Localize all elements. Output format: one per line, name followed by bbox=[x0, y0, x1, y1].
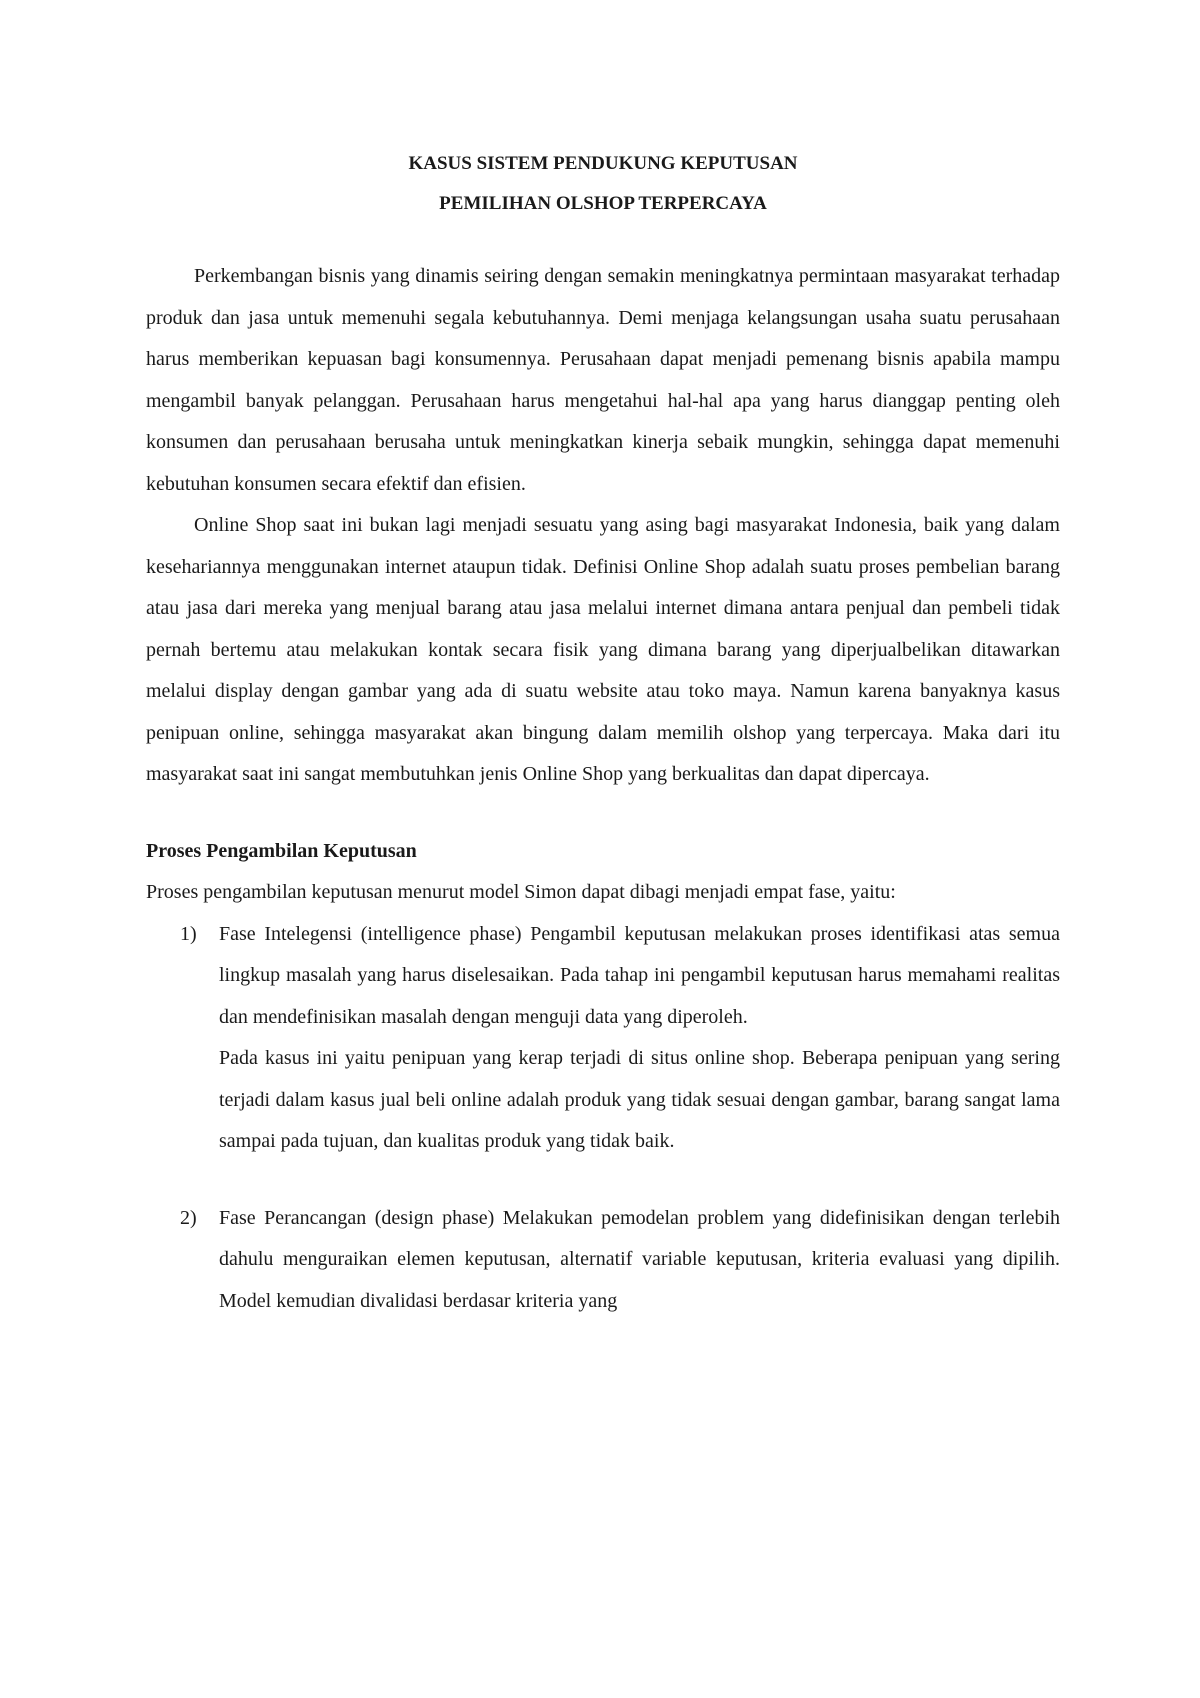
section-intro: Proses pengambilan keputusan menurut model Simon dapat dibagi menjadi empat fase, yaitu: bbox=[146, 881, 896, 903]
list-spacer bbox=[146, 1163, 1060, 1198]
title-spacer bbox=[146, 224, 1060, 256]
document-title-line-1: KASUS SISTEM PENDUKUNG KEPUTUSAN bbox=[408, 153, 798, 174]
list-item-text: Fase Intelegensi (intelligence phase) Pengambil keputusan melakukan proses identifikasi atas semua lingkup masalah yang harus diselesaikan. Pada tahap ini pengambil keputusan harus memahami realitas dan mendefinisikan masalah dengan menguji data yang diperoleh. bbox=[219, 922, 1060, 1028]
phase-list bbox=[146, 914, 1060, 1323]
list-item-number: 1) bbox=[180, 922, 197, 945]
document-body bbox=[146, 144, 1060, 1322]
list-item-text: Fase Perancangan (design phase) Melakukan pemodelan problem yang didefinisikan dengan terlebih dahulu menguraikan elemen keputusan, alternatif variable keputusan, kriteria evaluasi yang dipilih. Model kemudian divalidasi berdasar kriteria yang bbox=[219, 1206, 1060, 1312]
list-item-extra-text: Pada kasus ini yaitu penipuan yang kerap terjadi di situs online shop. Beberapa penipuan yang sering terjadi dalam kasus jual beli online adalah produk yang tidak sesuai dengan gambar, barang sangat lama sampai pada tujuan, dan kualitas produk yang tidak baik. bbox=[219, 1047, 1060, 1152]
section-heading: Proses Pengambilan Keputusan bbox=[146, 839, 417, 862]
list-item-number: 2) bbox=[180, 1206, 197, 1229]
document-title-line-2: PEMILIHAN OLSHOP TERPERCAYA bbox=[439, 193, 767, 214]
list-item bbox=[146, 914, 1060, 1163]
body-paragraph: Online Shop saat ini bukan lagi menjadi sesuatu yang asing bagi masyarakat Indonesia, baik yang dalam kesehariannya menggunakan internet ataupun tidak. Definisi Online Shop adalah suatu proses pembelian barang atau jasa dari mereka yang menjual barang atau jasa melalui internet dimana antara penjual dan pembeli tidak pernah bertemu atau melakukan kontak secara fisik yang dimana barang yang diperjualbelikan ditawarkan melalui display dengan gambar yang ada di suatu website atau toko maya. Namun karena banyaknya kasus penipuan online, sehingga masyarakat akan bingung dalam memilih olshop yang terpercaya. Maka dari itu masyarakat saat ini sangat membutuhkan jenis Online Shop yang berkualitas dan dapat dipercaya. bbox=[146, 514, 1060, 785]
section-spacer bbox=[146, 796, 1060, 831]
body-paragraph: Perkembangan bisnis yang dinamis seiring dengan semakin meningkatnya permintaan masyarakat terhadap produk dan jasa untuk memenuhi segala kebutuhannya. Demi menjaga kelangsungan usaha suatu perusahaan harus memberikan kepuasan bagi konsumennya. Perusahaan dapat menjadi pemenang bisnis apabila mampu mengambil banyak pelanggan. Perusahaan harus mengetahui hal-hal apa yang harus dianggap penting oleh konsumen dan perusahaan berusaha untuk meningkatkan kinerja sebaik mungkin, sehingga dapat memenuhi kebutuhan konsumen secara efektif dan efisien. bbox=[146, 265, 1060, 495]
list-item bbox=[146, 1198, 1060, 1323]
